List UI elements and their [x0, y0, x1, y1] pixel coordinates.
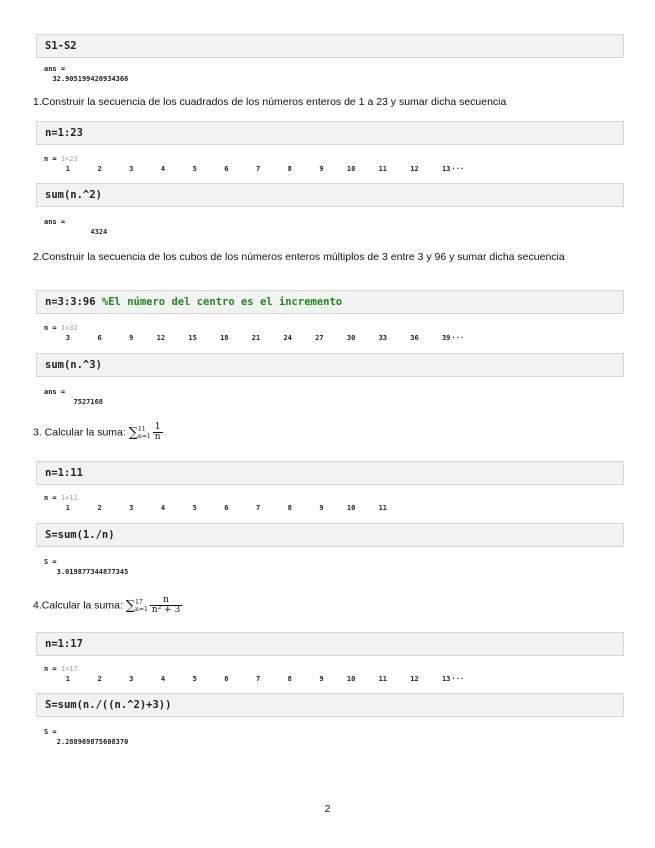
output-s [44, 727, 128, 747]
code-cell-sum-cubes[interactable] [36, 353, 624, 377]
vector-dim: 1×32 [60, 324, 78, 332]
code-text: n=3:3:96 [45, 296, 102, 308]
output-var: ans = [44, 65, 66, 73]
vector-element: 9 [319, 165, 324, 173]
vector-element: 4 [160, 675, 166, 683]
vector-element: 8 [287, 504, 292, 512]
code-text: sum(n.^2) [45, 189, 102, 201]
vector-dim: 1×23 [60, 155, 78, 163]
paragraph-2: 2.Construir la secuencia de los cubos de los números enteros múltiplos de 3 entre 3 y 96 y sumar dicha secuencia [33, 251, 565, 263]
paragraph-text: 4.Calcular la suma: [33, 599, 126, 612]
vector-dim: 1×17 [60, 665, 78, 673]
vector-element: 13 [441, 165, 451, 173]
fraction-denominator: n [154, 432, 161, 442]
sum-lower-limit: n=1 [135, 605, 148, 613]
vector-label: n = [44, 155, 61, 163]
code-text: S1-S2 [45, 40, 77, 52]
output-s [44, 557, 128, 577]
code-cell-range-3-96[interactable] [36, 290, 624, 314]
vector-element: 11 [378, 504, 387, 512]
vector-element: 6 [224, 504, 229, 512]
vector-ellipsis: ··· [451, 675, 465, 683]
vector-header [44, 323, 78, 333]
vector-element: 10 [346, 675, 356, 683]
vector-element: 12 [410, 165, 419, 173]
code-text: S=sum(1./n) [45, 529, 115, 541]
vector-element: 11 [378, 675, 387, 683]
sum-lower-limit: n=1 [138, 432, 151, 440]
vector-element: 36 [410, 334, 419, 342]
vector-element: 8 [287, 675, 292, 683]
vector-values [44, 504, 504, 514]
output-ans [44, 64, 128, 84]
vector-element: 39 [441, 334, 451, 342]
vector-element: 2 [97, 675, 102, 683]
code-text: n=1:17 [45, 638, 83, 650]
vector-element: 27 [315, 334, 324, 342]
vector-element: 2 [97, 504, 102, 512]
vector-element: 3 [65, 334, 70, 342]
vector-element: 5 [192, 675, 197, 683]
paragraph-3 [33, 423, 623, 442]
code-cell-s1-s2[interactable] [36, 34, 624, 58]
code-cell-sum-squares[interactable] [36, 183, 624, 207]
vector-element: 24 [283, 334, 292, 342]
vector-element: 33 [378, 334, 387, 342]
vector-element: 15 [188, 334, 197, 342]
vector-dim: 1×11 [60, 494, 78, 502]
vector-element: 5 [192, 165, 197, 173]
vector-header [44, 154, 78, 164]
output-value: 4324 [90, 228, 108, 236]
vector-element: 11 [378, 165, 387, 173]
code-cell-range-23[interactable] [36, 121, 624, 145]
sum-formula [125, 595, 182, 615]
vector-element: 7 [255, 165, 261, 173]
vector-element: 3 [129, 504, 134, 512]
vector-element: 1 [65, 504, 70, 512]
page-number: 2 [324, 803, 331, 815]
vector-label: n = [44, 324, 61, 332]
vector-element: 2 [97, 165, 102, 173]
fraction-denominator: n² + 3 [151, 605, 181, 615]
vector-element: 13 [441, 675, 451, 683]
output-value: 3.019877344877345 [56, 568, 129, 576]
output-var: S = [44, 728, 57, 736]
code-cell-range-17[interactable] [36, 632, 624, 656]
vector-element: 4 [160, 504, 166, 512]
vector-element: 8 [287, 165, 292, 173]
code-text: n=1:23 [45, 127, 83, 139]
vector-element: 4 [160, 165, 166, 173]
vector-element: 12 [410, 675, 419, 683]
vector-element: 10 [346, 504, 356, 512]
output-var: S = [44, 558, 57, 566]
vector-ellipsis: ··· [451, 334, 465, 342]
fraction-numerator: n [163, 595, 169, 605]
sum-formula [128, 422, 163, 442]
vector-element: 21 [251, 334, 261, 342]
output-value: 32.905199420934366 [52, 75, 129, 83]
vector-values [44, 334, 504, 344]
vector-element: 6 [224, 675, 229, 683]
vector-element: 30 [346, 334, 356, 342]
code-text: S=sum(n./((n.^2)+3)) [45, 699, 172, 711]
vector-values [44, 165, 504, 175]
vector-element: 10 [346, 165, 356, 173]
vector-element: 5 [192, 504, 197, 512]
output-value: 7527168 [73, 398, 104, 406]
code-text: sum(n.^3) [45, 359, 102, 371]
vector-label: n = [44, 665, 61, 673]
sigma-symbol: ∑ [128, 425, 138, 440]
code-cell-range-11[interactable] [36, 461, 624, 485]
sum-upper-limit: 17 [135, 598, 143, 606]
fraction-numerator: 1 [154, 422, 161, 432]
code-comment: %El número del centro es el incremento [101, 296, 343, 308]
output-var: ans = [44, 388, 66, 396]
paragraph-1: 1.Construir la secuencia de los cuadrados de los números enteros de 1 a 23 y sumar dicha secuencia [33, 96, 507, 108]
paragraph-4 [33, 596, 623, 615]
vector-header [44, 664, 78, 674]
vector-header [44, 493, 78, 503]
paragraph-text: 3. Calcular la suma: [33, 426, 129, 439]
vector-element: 7 [255, 675, 261, 683]
output-value: 2.288969875608370 [56, 738, 129, 746]
vector-element: 1 [65, 675, 70, 683]
vector-element: 6 [224, 165, 229, 173]
code-cell-sum-reciprocal[interactable] [36, 523, 624, 547]
code-cell-sum-rational[interactable] [36, 693, 624, 717]
vector-element: 9 [129, 334, 134, 342]
vector-values [44, 675, 504, 685]
vector-element: 1 [65, 165, 70, 173]
output-ans [44, 217, 107, 237]
vector-element: 18 [220, 334, 229, 342]
vector-element: 9 [319, 504, 324, 512]
sigma-symbol: ∑ [125, 598, 136, 613]
code-text: n=1:11 [45, 467, 83, 479]
vector-element: 6 [97, 334, 102, 342]
vector-element: 7 [255, 504, 261, 512]
vector-element: 3 [129, 675, 134, 683]
vector-element: 3 [129, 165, 134, 173]
vector-element: 9 [319, 675, 324, 683]
sum-upper-limit: 11 [138, 425, 146, 433]
output-var: ans = [44, 218, 66, 226]
output-ans [44, 387, 103, 407]
vector-element: 12 [156, 334, 166, 342]
vector-ellipsis: ··· [451, 165, 465, 173]
vector-label: n = [44, 494, 61, 502]
